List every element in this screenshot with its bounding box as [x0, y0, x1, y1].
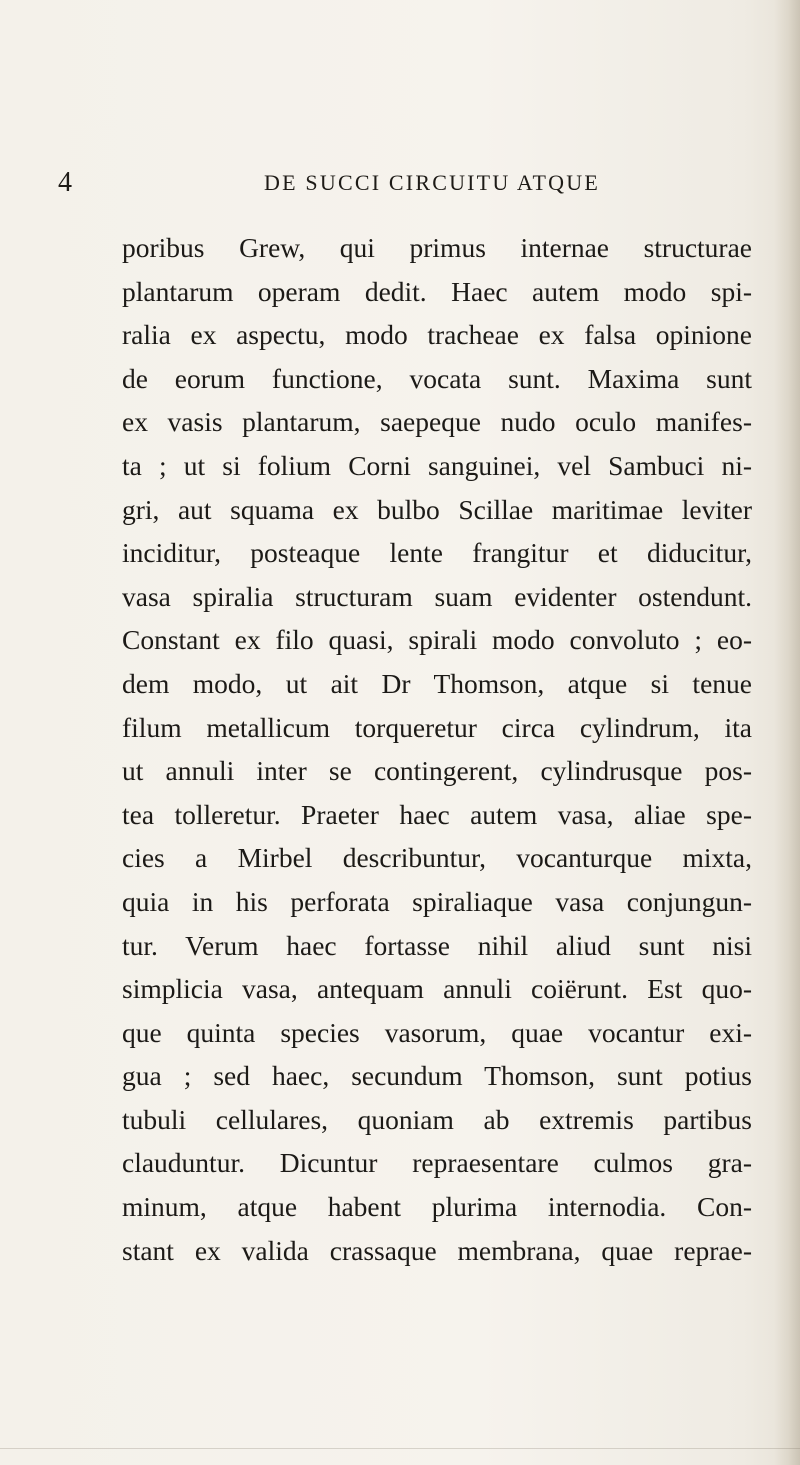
text-line: tea tolleretur. Praeter haec autem vasa, aliae spe-: [122, 798, 752, 830]
text-line: ex vasis plantarum, saepeque nudo oculo manifes-: [122, 406, 752, 438]
text-line: ta ; ut si folium Corni sanguinei, vel Sambuci ni-: [122, 449, 752, 481]
text-line: Constant ex filo quasi, spirali modo convoluto ; eo-: [122, 624, 752, 656]
text-line: simplicia vasa, antequam annuli coiërunt. Est quo-: [122, 973, 752, 1005]
text-line: de eorum functione, vocata sunt. Maxima sunt: [122, 362, 752, 394]
text-line: plantarum operam dedit. Haec autem modo spi-: [122, 275, 752, 307]
text-line: gri, aut squama ex bulbo Scillae maritimae leviter: [122, 493, 752, 525]
text-line: poribus Grew, qui primus internae structurae: [122, 232, 752, 263]
text-line: tubuli cellulares, quoniam ab extremis partibus: [122, 1103, 752, 1135]
page-edge-shadow: [774, 0, 800, 1465]
text-line: stant ex valida crassaque membrana, quae reprae-: [122, 1234, 752, 1266]
text-line: filum metallicum torqueretur circa cylindrum, ita: [122, 711, 752, 743]
body-text: [122, 226, 752, 1272]
page-number: 4: [58, 167, 72, 198]
text-line: quia in his perforata spiraliaque vasa conjungun-: [122, 885, 752, 917]
running-head: DE SUCCI CIRCUITU ATQUE: [264, 170, 600, 195]
text-line: gua ; sed haec, secundum Thomson, sunt potius: [122, 1060, 752, 1092]
text-line: inciditur, posteaque lente frangitur et diducitur,: [122, 537, 752, 569]
text-line: clauduntur. Dicuntur repraesentare culmos gra-: [122, 1147, 752, 1179]
text-line: vasa spiralia structuram suam evidenter ostendunt.: [122, 580, 752, 612]
page-bottom-line: [0, 1448, 800, 1449]
text-line: tur. Verum haec fortasse nihil aliud sunt nisi: [122, 929, 752, 961]
text-line: dem modo, ut ait Dr Thomson, atque si tenue: [122, 667, 752, 699]
text-line: ralia ex aspectu, modo tracheae ex falsa opinione: [122, 319, 752, 351]
text-line: cies a Mirbel describuntur, vocanturque mixta,: [122, 842, 752, 874]
text-line: que quinta species vasorum, quae vocantur exi-: [122, 1016, 752, 1048]
text-line: ut annuli inter se contingerent, cylindrusque pos-: [122, 755, 752, 787]
page-header: [0, 166, 800, 200]
text-line: minum, atque habent plurima internodia. Con-: [122, 1191, 752, 1223]
